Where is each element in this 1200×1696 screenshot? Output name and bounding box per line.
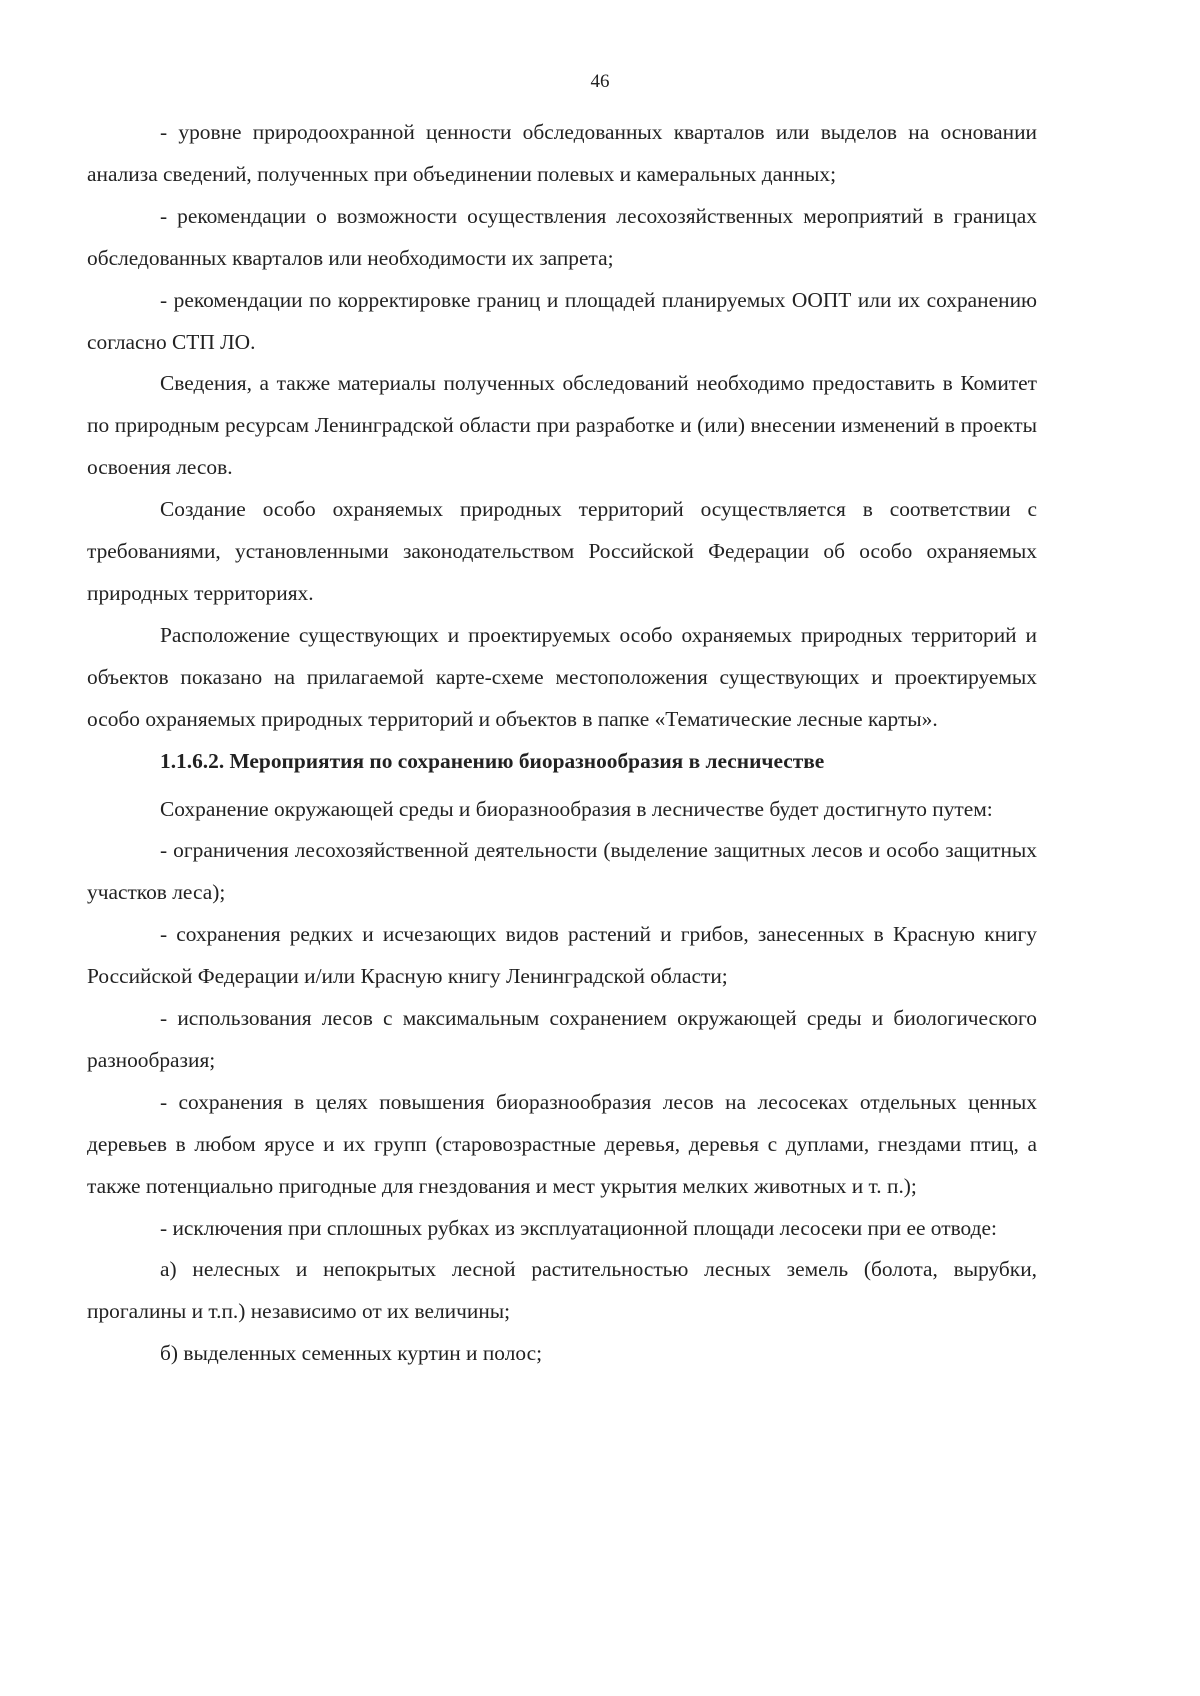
paragraph-forestry-recommendations: - рекомендации о возможности осуществления лесохозяйственных мероприятий в границах обследованных кварталов или необходимости их запрета; xyxy=(87,203,1037,270)
paragraph-protected-areas-creation: Создание особо охраняемых природных территорий осуществляется в соответствии с требованиями, установленными законодательством Российской Федерации об особо охраняемых природных территориях. xyxy=(87,497,1037,605)
list-item-red-book-species: - сохранения редких и исчезающих видов растений и грибов, занесенных в Красную книгу Российской Федерации и/или Красную книгу Ленинградской области; xyxy=(87,922,1037,989)
paragraph-map-reference: Расположение существующих и проектируемых особо охраняемых природных территорий и объектов показано на прилагаемой карте-схеме местоположения существующих и проектируемых особо охраняемых природных территорий и объектов в папке «Тематические лесные карты». xyxy=(87,622,1037,731)
sublist-item-a: а) нелесных и непокрытых лесной растительностью лесных земель (болота, вырубки, прогалины и т.п.) независимо от их величины; xyxy=(87,1257,1037,1324)
list-item-activity-limits: - ограничения лесохозяйственной деятельности (выделение защитных лесов и особо защитных участков леса); xyxy=(87,838,1037,905)
paragraph-submission-to-committee: Сведения, а также материалы полученных обследований необходимо предоставить в Комитет по природным ресурсам Ленинградской области при разработке и (или) внесении изменений в проекты освоения лесов. xyxy=(87,371,1037,480)
list-item-valuable-trees: - сохранения в целях повышения биоразнообразия лесов на лесосеках отдельных ценных деревьев в любом ярусе и их групп (старовозрастные деревья, деревья с дуплами, гнездами птиц, а также потенциально пригодные для гнездования и мест укрытия мелких животных и т. п.); xyxy=(87,1089,1037,1198)
list-item-clearcut-exclusions: - исключения при сплошных рубках из эксплуатационной площади лесосеки при ее отводе: xyxy=(160,1215,997,1240)
page-body xyxy=(87,112,1037,1375)
list-item-forest-use: - использования лесов с максимальным сохранением окружающей среды и биологического разнообразия; xyxy=(87,1006,1037,1072)
paragraph-conservation-value: - уровне природоохранной ценности обследованных кварталов или выделов на основании анализа сведений, полученных при объединении полевых и камеральных данных; xyxy=(87,120,1037,186)
section-heading: 1.1.6.2. Мероприятия по сохранению биоразнообразия в лесничестве xyxy=(160,748,825,773)
page-number: 46 xyxy=(590,71,610,92)
sublist-item-b: б) выделенных семенных куртин и полос; xyxy=(160,1341,543,1366)
paragraph-biodiversity-intro: Сохранение окружающей среды и биоразнообразия в лесничестве будет достигнуто путем: xyxy=(160,796,993,821)
paragraph-oopt-boundaries: - рекомендации по корректировке границ и площадей планируемых ООПТ или их сохранению согласно СТП ЛО. xyxy=(87,287,1037,354)
